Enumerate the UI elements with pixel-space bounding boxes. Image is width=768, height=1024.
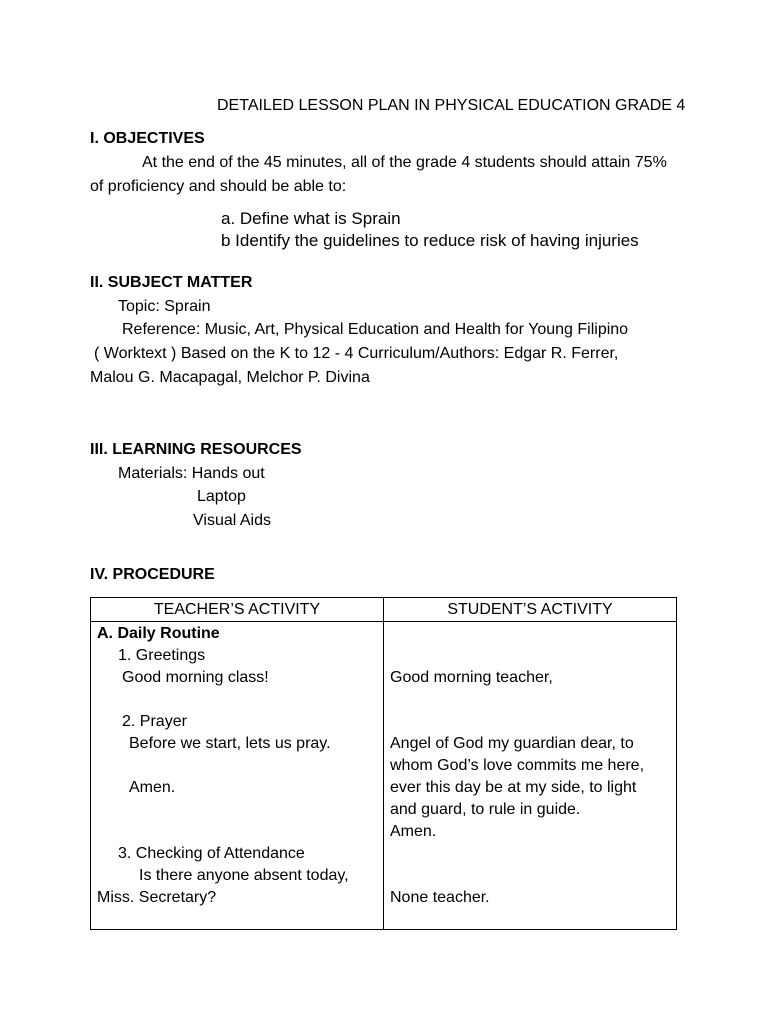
table-header-row (91, 598, 677, 622)
subject-reference-line-3: Malou G. Macapagal, Melchor P. Divina (90, 369, 370, 386)
subject-reference-line-1: Reference: Music, Art, Physical Education and Health for Young Filipino (122, 321, 629, 338)
student-amen: Amen. (390, 823, 437, 840)
attendance-text-2: Miss. Secretary? (97, 889, 217, 906)
student-attendance-reply: None teacher. (390, 889, 490, 906)
objectives-intro-line-2: of proficiency and should be able to: (90, 178, 347, 195)
material-item-visual-aids: Visual Aids (193, 512, 271, 529)
subject-reference-line-2: ( Worktext ) Based on the K to 12 - 4 Curriculum/Authors: Edgar R. Ferrer, (94, 345, 619, 362)
procedure-heading: IV. PROCEDURE (90, 566, 215, 583)
document-title: DETAILED LESSON PLAN IN PHYSICAL EDUCATION GRADE 4 (217, 97, 686, 114)
materials-label: Materials: Hands out (118, 465, 265, 482)
student-greeting-reply: Good morning teacher, (390, 669, 553, 686)
greetings-step: 1. Greetings (118, 647, 206, 664)
objective-item-a: a. Define what is Sprain (221, 209, 401, 228)
table-row (91, 622, 677, 930)
teacher-activity-cell (91, 622, 384, 930)
student-prayer-line-4: and guard, to rule in guide. (390, 801, 581, 818)
prayer-text: Before we start, lets us pray. (129, 735, 331, 752)
greetings-text: Good morning class! (122, 669, 269, 686)
material-item-laptop: Laptop (197, 488, 246, 505)
prayer-step: 2. Prayer (122, 713, 187, 730)
teacher-activity-header: TEACHER’S ACTIVITY (91, 598, 384, 622)
learning-resources-heading: III. LEARNING RESOURCES (90, 441, 302, 458)
subject-topic: Topic: Sprain (118, 298, 211, 315)
daily-routine-heading: A. Daily Routine (97, 625, 220, 642)
student-activity-header: STUDENT’S ACTIVITY (384, 598, 677, 622)
student-activity-cell (384, 622, 677, 930)
teacher-amen: Amen. (129, 779, 176, 796)
objectives-heading: I. OBJECTIVES (90, 130, 205, 147)
attendance-text-1: Is there anyone absent today, (139, 867, 349, 884)
attendance-step: 3. Checking of Attendance (118, 845, 305, 862)
subject-matter-heading: II. SUBJECT MATTER (90, 274, 253, 291)
student-prayer-line-3: ever this day be at my side, to light (390, 779, 637, 796)
student-prayer-line-1: Angel of God my guardian dear, to (390, 735, 634, 752)
objective-item-b: b Identify the guidelines to reduce risk of having injuries (221, 231, 639, 250)
procedure-table (90, 597, 677, 930)
student-prayer-line-2: whom God’s love commits me here, (390, 757, 645, 774)
objectives-intro-line-1: At the end of the 45 minutes, all of the grade 4 students should attain 75% (142, 154, 667, 171)
